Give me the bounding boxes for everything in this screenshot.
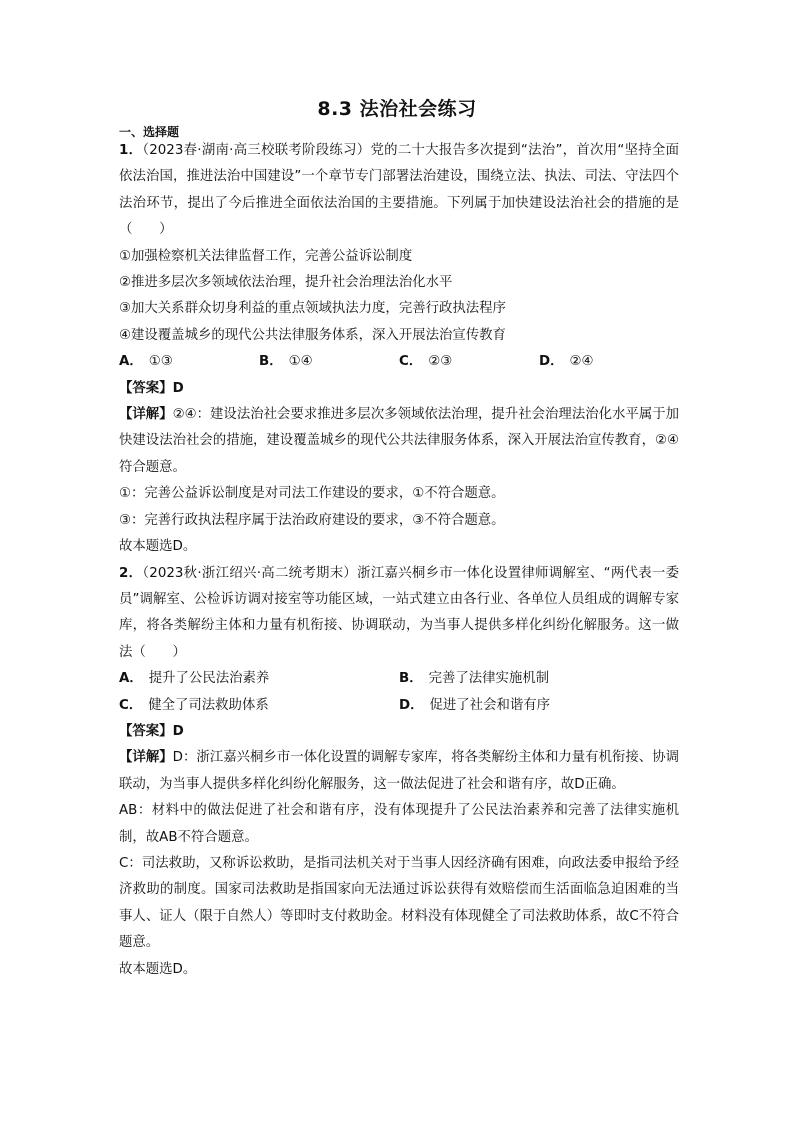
question-1-item-2: ②推进多层次多领域依法治理，提升社会治理法治化水平 <box>119 275 453 291</box>
question-1-note-1: ①：完善公益诉讼制度是对司法工作建设的要求，①不符合题意。 <box>119 486 505 502</box>
question-2-conclusion: 故本题选D。 <box>119 961 197 977</box>
question-1-item-1: ①加强检察机关法律监督工作，完善公益诉讼制度 <box>119 248 413 264</box>
section-heading: 一、选择题 <box>119 125 180 139</box>
question-2-note-1: AB：材料中的做法促进了社会和谐有序，没有体现提升了公民法治素养和完善了法律实施机制，故AB不符合题意。 <box>119 803 679 845</box>
document-title: 8.3 法治社会练习 <box>317 98 477 120</box>
question-2-source: （2023秋·浙江绍兴·高二统考期末） <box>142 565 358 581</box>
question-2-analysis: 【详解】D：浙江嘉兴桐乡市一体化设置的调解专家库，将各类解纷主体和力量有机衔接、协调联动，为当事人提供多样化纠纷化解服务，这一做法促进了社会和谐有序，故D正确。 <box>119 750 680 792</box>
question-2-note-2: C：司法救助，又称诉讼救助，是指司法机关对于当事人因经济确有困难，向政法委申报给予经济救助的制度。国家司法救助是指国家向无法通过诉讼获得有效赔偿而生活面临急迫困难的当事人、证人（限于自然人）等即时支付救助金。材料没有体现健全了司法救助体系，故C不符合题意。 <box>119 855 679 951</box>
question-1-note-2: ③：完善行政执法程序属于法治政府建设的要求，③不符合题意。 <box>119 512 505 528</box>
question-1-item-4: ④建设覆盖城乡的现代公共法律服务体系，深入开展法治宣传教育 <box>119 327 506 343</box>
question-1-option-d: D． ②④ <box>539 354 594 370</box>
question-1-analysis: 【详解】②④：建设法治社会要求推进多层次多领域依法治理，提升社会治理法治化水平属于加快建设法治社会的措施，建设覆盖城乡的现代公共法律服务体系，深入开展法治宣传教育，②④符合题意。 <box>119 407 680 475</box>
question-1-options <box>119 349 679 375</box>
question-1-source: （2023春·湖南·高三校联考阶段练习） <box>142 143 371 158</box>
question-1-option-a: A． ①③ <box>119 354 173 370</box>
question-1-item-3: ③加大关系群众切身利益的重点领域执法力度，完善行政执法程序 <box>119 301 506 317</box>
question-2-option-b: B． 完善了法律实施机制 <box>399 671 550 687</box>
question-2-options-row-1 <box>119 666 679 692</box>
question-1-option-b: B． ①④ <box>259 354 313 370</box>
question-2-options-row-2 <box>119 693 679 719</box>
document-content <box>119 138 679 983</box>
question-2-option-c: C． 健全了司法救助体系 <box>119 697 269 713</box>
question-2-option-a: A． 提升了公民法治素养 <box>119 671 270 687</box>
question-2-number: 2． <box>119 565 143 581</box>
question-1-option-c: C． ②③ <box>399 354 453 370</box>
question-2-option-d: D． 促进了社会和谐有序 <box>399 697 551 713</box>
question-2-text: 浙江嘉兴桐乡市一体化设置律师调解室、“两代表一委员”调解室、公检诉访调对接室等功能区域，一站式建立由各行业、各单位人员组成的调解专家库，将各类解纷主体和力量有机衔接、协调联动，为当事人提供多样化纠纷化解服务。这一做法（ ） <box>119 565 679 660</box>
question-2-answer: 【答案】D <box>119 723 184 739</box>
question-1-stem <box>119 138 679 244</box>
question-2-stem <box>119 561 679 667</box>
question-1-text: 党的二十大报告多次提到“法治”，首次用“坚持全面依法治国，推进法治中国建设”一个章节专门部署法治建设，围绕立法、执法、司法、守法四个法治环节，提出了今后推进全面依法治国的主要措施。下列属于加快建设法治社会的措施的是（ ） <box>119 143 680 238</box>
question-1-answer: 【答案】D <box>119 380 184 396</box>
question-1-number: 1． <box>119 143 143 158</box>
question-1-conclusion: 故本题选D。 <box>119 539 197 555</box>
